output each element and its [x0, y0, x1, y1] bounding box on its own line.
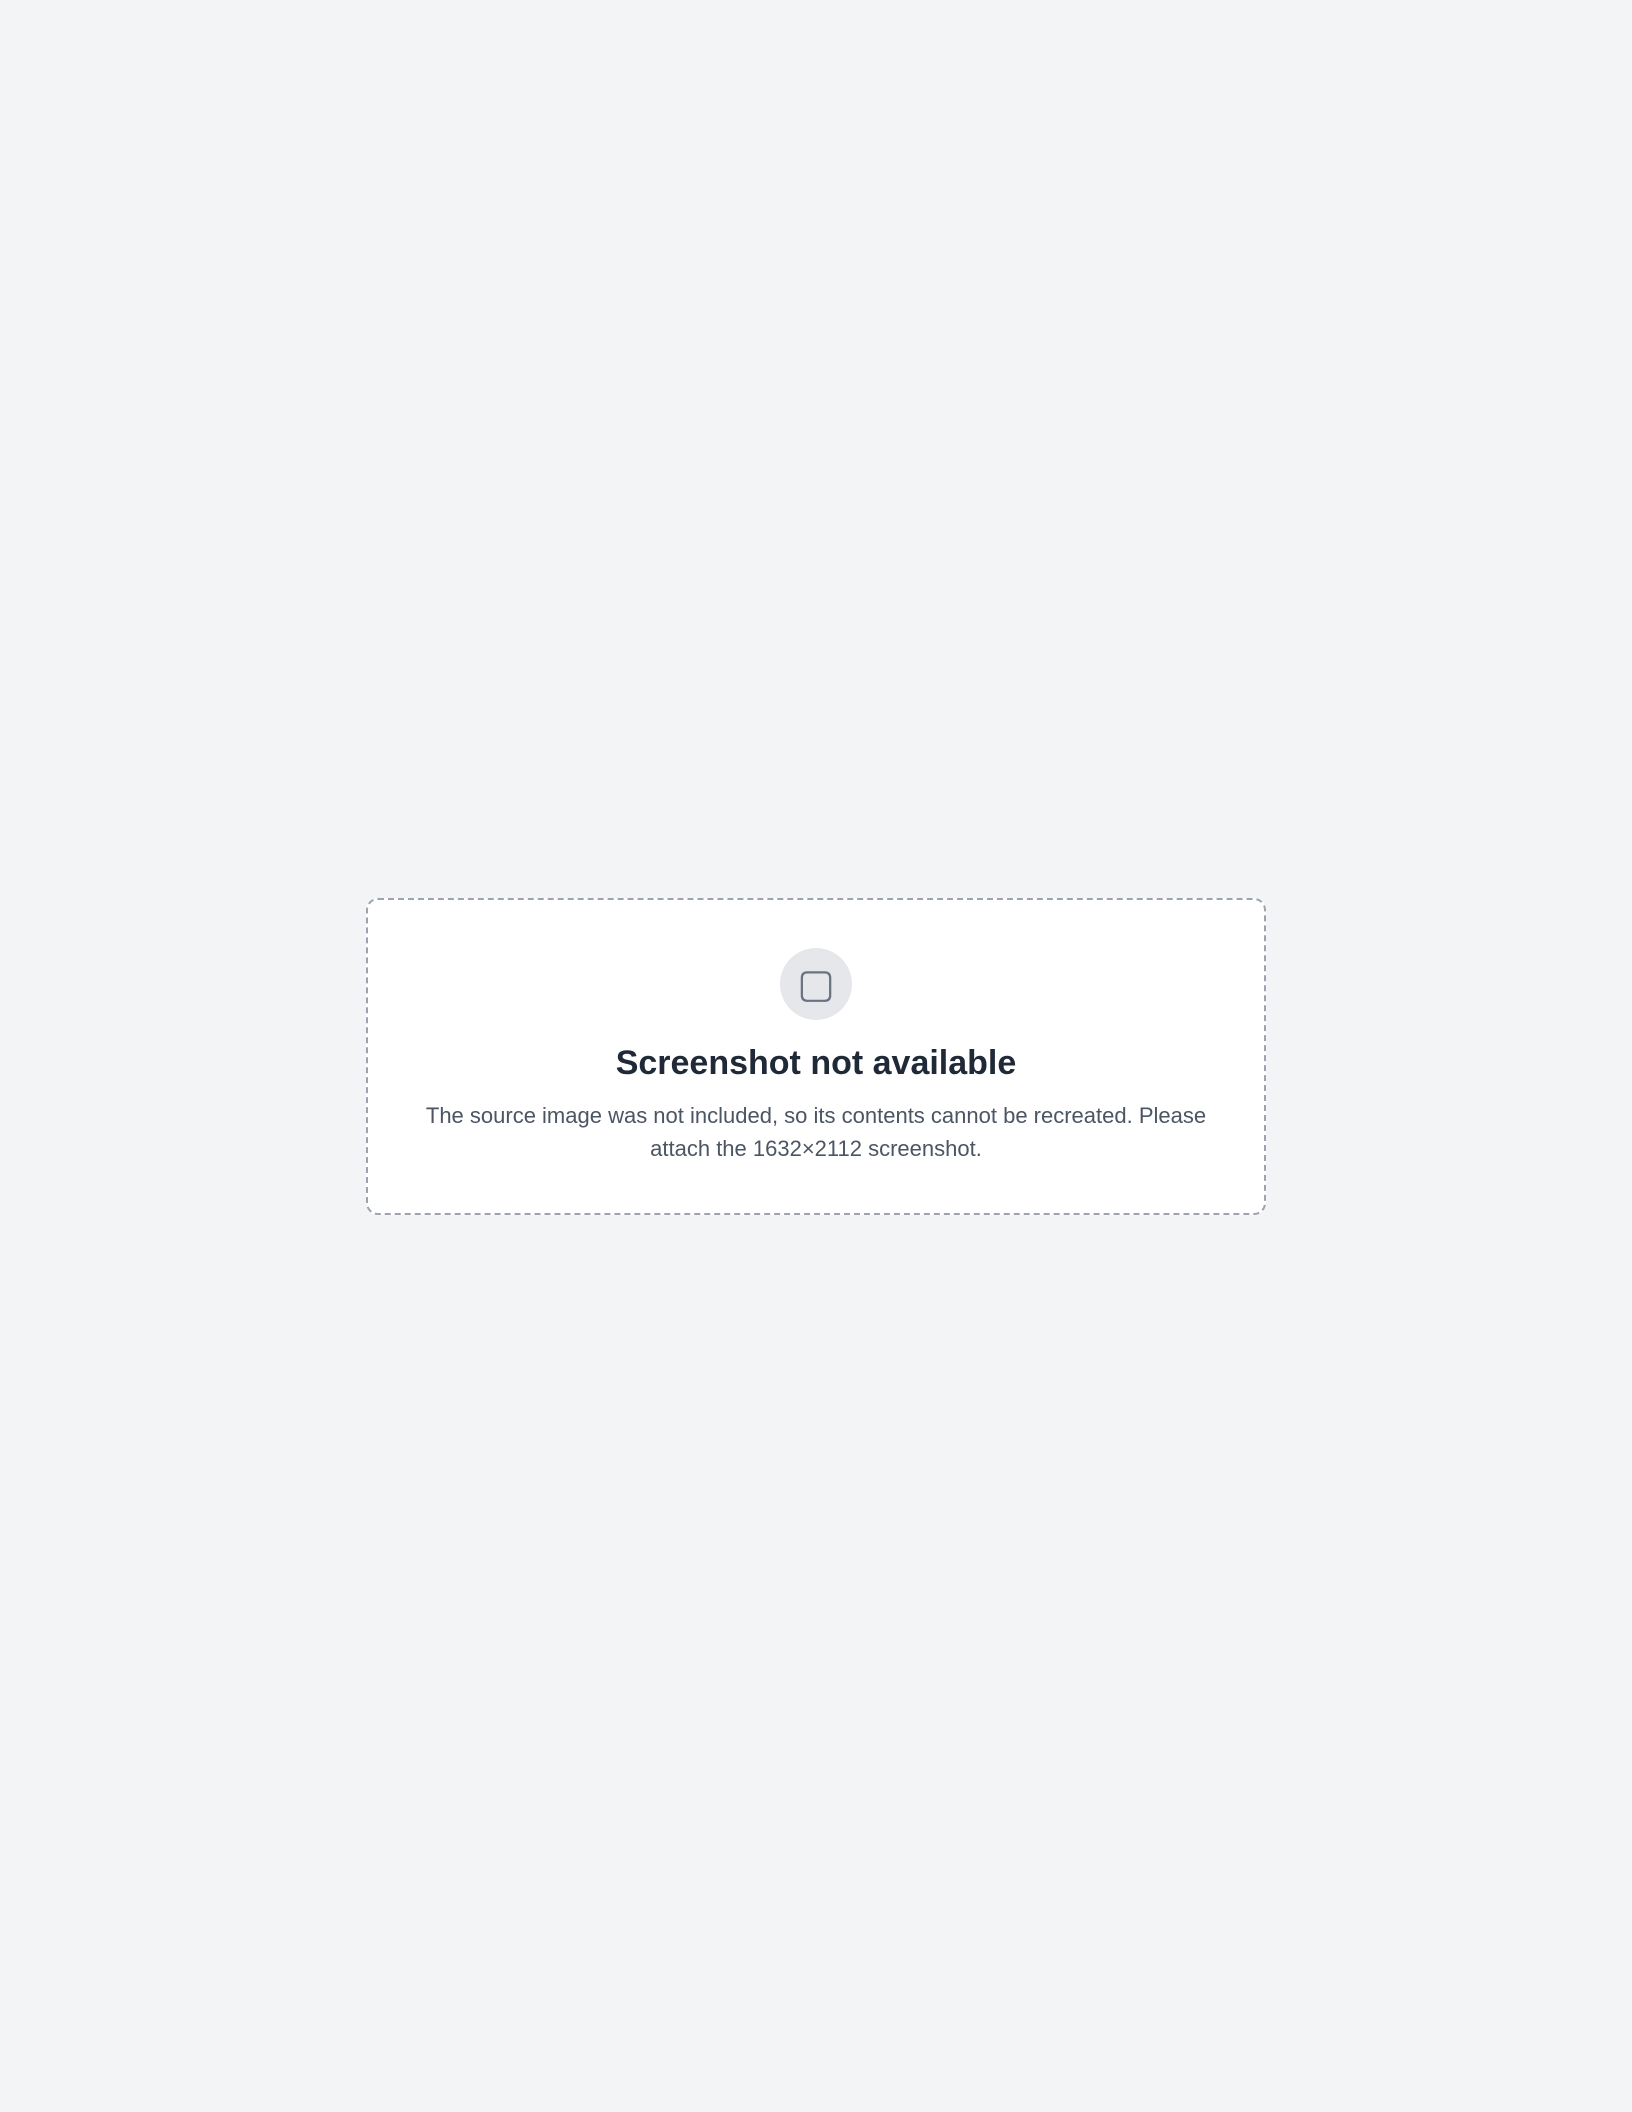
image-missing-icon: ▢ [780, 948, 852, 1020]
notice-title: Screenshot not available [615, 1043, 1017, 1082]
missing-image-notice [366, 898, 1266, 1215]
notice-body: The source image was not included, so its contents cannot be recreated. Please attach the 1632×2112 screenshot. [425, 1102, 1207, 1161]
